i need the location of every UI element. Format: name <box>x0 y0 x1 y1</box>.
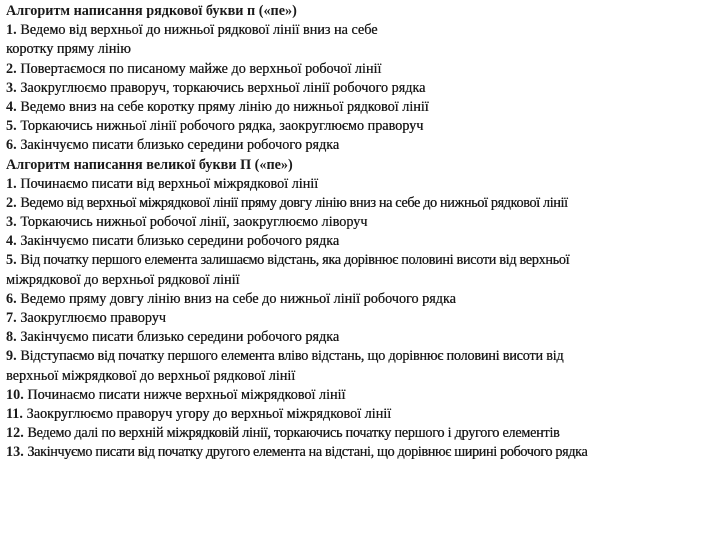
step-number: 13. <box>6 444 24 461</box>
section1-step-6 <box>6 136 716 155</box>
step-text: Ведемо пряму довгу лінію вниз на себе до нижньої лінії робочого рядка <box>20 290 456 307</box>
step-number: 7. <box>6 310 17 326</box>
section2-step-4 <box>6 232 716 251</box>
section1-step-4 <box>6 98 716 117</box>
step-number: 4. <box>6 98 17 115</box>
section2-step-3 <box>6 213 716 232</box>
step-text: Відступаємо від початку першого елемента вліво відстань, що дорівнює половині висоти від <box>20 348 564 365</box>
document-body <box>6 2 716 463</box>
step-text: Заокруглюємо праворуч <box>20 310 166 326</box>
section1-heading: Алгоритм написання рядкової букви п («пе») <box>6 3 297 19</box>
section2-step-1 <box>6 175 716 194</box>
section2-step-9 <box>6 347 716 366</box>
step-text: Ведемо вниз на себе коротку пряму лінію до нижньої рядкової лінії <box>20 98 429 115</box>
step-number: 2. <box>6 194 17 211</box>
section1-step-3 <box>6 79 716 98</box>
step-number: 6. <box>6 137 17 154</box>
step-text: Ведемо від верхньої міжрядкової лінії пряму довгу лінію вниз на себе до нижньої рядкової лінії <box>20 194 568 211</box>
step-number: 4. <box>6 233 17 250</box>
section2-step-10 <box>6 386 716 405</box>
step-text: Починаємо писати від верхньої міжрядкової лінії <box>20 175 319 192</box>
section1-step-1-cont <box>6 40 716 59</box>
section2-step-5 <box>6 251 716 270</box>
step-text: Закінчуємо писати близько середини робочого рядка <box>20 329 340 346</box>
step-text: коротку пряму лінію <box>6 41 131 58</box>
section2-step-2 <box>6 194 716 213</box>
step-number: 1. <box>6 22 17 39</box>
step-number: 3. <box>6 79 17 96</box>
step-text: Закінчуємо писати близько середини робочого рядка <box>20 233 340 250</box>
step-number: 9. <box>6 348 17 365</box>
step-number: 1. <box>6 175 17 192</box>
step-number: 3. <box>6 214 17 231</box>
step-number: 11. <box>6 405 23 422</box>
section2-step-9-cont <box>6 367 716 386</box>
step-text: Заокруглюємо праворуч угору до верхньої міжрядкової лінії <box>26 405 392 422</box>
step-text: Торкаючись нижньої робочої лінії, заокруглюємо ліворуч <box>20 214 368 231</box>
section2-step-7 <box>6 309 716 328</box>
section1-step-1 <box>6 21 716 40</box>
step-number: 10. <box>6 386 24 403</box>
section2-step-6 <box>6 290 716 309</box>
step-text: Починаємо писати нижче верхньої міжрядкової лінії <box>27 386 346 403</box>
step-text: Закінчуємо писати близько середини робочого рядка <box>20 137 340 154</box>
section2-heading: Алгоритм написання великої букви П («пе») <box>6 156 293 173</box>
section2-step-5-cont <box>6 271 716 290</box>
step-text: Торкаючись нижньої лінії робочого рядка, заокруглюємо праворуч <box>20 118 424 135</box>
section1-step-5 <box>6 117 716 136</box>
step-number: 5. <box>6 118 17 135</box>
step-number: 12. <box>6 425 24 442</box>
step-text: Закінчуємо писати від початку другого елемента на відстані, що дорівнює ширині робочого рядка <box>27 444 588 461</box>
step-text: Заокруглюємо праворуч, торкаючись верхньої лінії робочого рядка <box>20 79 426 96</box>
step-text: міжрядкової до верхньої рядкової лінії <box>6 271 240 288</box>
section1-step-2 <box>6 60 716 79</box>
step-number: 2. <box>6 60 17 77</box>
step-text: Ведемо від верхньої до нижньої рядкової лінії вниз на себе <box>20 22 378 39</box>
section2-step-8 <box>6 328 716 347</box>
section2-step-11 <box>6 405 716 424</box>
step-number: 6. <box>6 290 17 307</box>
step-text: верхньої міжрядкової до верхньої рядкової лінії <box>6 367 296 384</box>
step-text: Повертаємося по писаному майже до верхньої робочої лінії <box>20 60 382 77</box>
step-text: Ведемо далі по верхній міжрядковій лінії, торкаючись початку першого і другого елементів <box>27 425 560 442</box>
step-number: 5. <box>6 252 17 269</box>
step-number: 8. <box>6 329 17 346</box>
section2-step-12 <box>6 424 716 443</box>
step-text: Від початку першого елемента залишаємо відстань, яка дорівнює половині висоти від верхньої <box>20 252 570 269</box>
section2-step-13 <box>6 443 716 462</box>
